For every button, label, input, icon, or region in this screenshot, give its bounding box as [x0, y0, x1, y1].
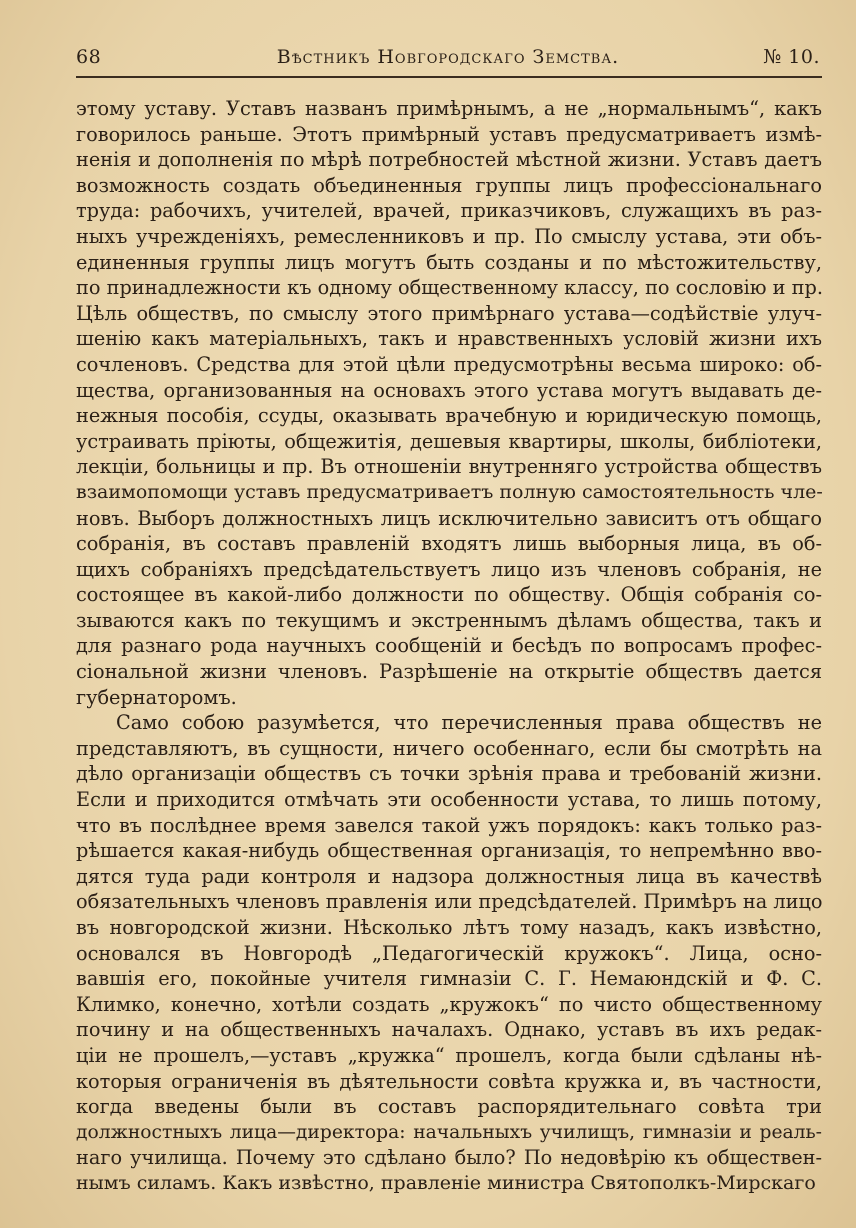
text-line: нежныя пособія, ссуды, оказывать врачебную и юридическую помощь,	[76, 404, 822, 428]
text-line: щихъ собраніяхъ предсѣдательствуетъ лицо изъ членовъ собранія, не	[76, 557, 822, 581]
header-rule	[76, 76, 822, 78]
text-line: говорилось раньше. Этотъ примѣрный уставъ предусматриваетъ измѣ-	[76, 122, 822, 146]
text-line: въ новгородской жизни. Нѣсколько лѣтъ тому назадъ, какъ извѣстно,	[76, 916, 822, 939]
text-line: дятся туда ради контроля и надзора должностныя лица въ качествѣ	[76, 864, 822, 888]
text-line: ныхъ учрежденіяхъ, ремесленниковъ и пр. По смыслу устава, эти объ-	[76, 224, 822, 248]
text-line: зываются какъ по текущимъ и экстреннымъ дѣламъ общества, такъ и	[76, 608, 822, 632]
text-line: основался въ Новгородѣ „Педагогическій кружокъ“. Лица, осно-	[76, 941, 822, 965]
text-line: устраивать пріюты, общежитія, дешевыя квартиры, школы, библіотеки,	[76, 429, 822, 453]
text-line: представляютъ, въ сущности, ничего особеннаго, если бы смотрѣть на	[76, 736, 822, 760]
text-line: состоящее въ какой-либо должности по обществу. Общія собранія со-	[76, 583, 822, 607]
text-line: должностныхъ лица—директора: начальныхъ училищъ, гимназіи и реаль-	[76, 1121, 822, 1143]
text-line: губернаторомъ.	[76, 685, 237, 709]
text-line: сіональной жизни членовъ. Разрѣшеніе на открытіе обществъ дается	[76, 660, 822, 684]
text-line: взаимопомощи уставъ предусматриваетъ полную самостоятельность чле-	[76, 480, 823, 503]
body-text	[76, 96, 822, 1197]
text-line: которыя ограниченія въ дѣятельности совѣта кружка и, въ частности,	[76, 1069, 822, 1093]
text-line: почину и на общественныхъ началахъ. Однако, уставъ въ ихъ редак-	[76, 1018, 822, 1042]
text-line: Цѣль обществъ, по смыслу этого примѣрнаго устава—содѣйствіе улуч-	[76, 301, 822, 325]
text-line: этому уставу. Уставъ названъ примѣрнымъ, а не „нормальнымъ“, какъ	[76, 97, 822, 120]
text-line: лекціи, больницы и пр. Въ отношеніи внутренняго устройства обществъ	[76, 455, 822, 479]
text-line: нымъ силамъ. Какъ извѣстно, правленіе министра Святополкъ-Мирскаго	[76, 1171, 816, 1194]
text-line: по принадлежности къ одному общественному классу, по сословію и пр.	[76, 276, 823, 300]
text-line: ціи не прошелъ,—уставъ „кружка“ прошелъ, когда были сдѣланы нѣ-	[76, 1043, 822, 1067]
page-number: 68	[76, 46, 102, 68]
text-line: вавшія его, покойные учителя гимназіи С. Г. Немаюндскій и Ф. С.	[76, 967, 822, 991]
text-line: труда: рабочихъ, учителей, врачей, приказчиковъ, служащихъ въ раз-	[76, 199, 822, 223]
text-line: для разнаго рода научныхъ сообщеній и бесѣдъ по вопросамъ профес-	[76, 634, 822, 658]
text-line: ненія и дополненія по мѣрѣ потребностей мѣстной жизни. Уставъ даетъ	[76, 148, 822, 172]
text-line: новъ. Выборъ должностныхъ лицъ исключительно зависитъ отъ общаго	[76, 506, 822, 530]
text-line: сочленовъ. Средства для этой цѣли предусмотрѣны весьма широко: об-	[76, 352, 822, 376]
text-line: дѣло организаціи обществъ съ точки зрѣнія права и требованій жизни.	[76, 762, 822, 786]
journal-title: Вѣстникъ Новгородскаго Земства.	[276, 46, 620, 68]
text-line: что въ послѣднее время завелся такой ужъ порядокъ: какъ только раз-	[76, 813, 822, 837]
text-line: собранія, въ составъ правленій входятъ лишь выборныя лица, въ об-	[76, 532, 822, 556]
paragraph	[76, 96, 822, 710]
text-line: возможность создать объединенныя группы лицъ профессіональнаго	[76, 173, 822, 197]
text-line: Само собою разумѣется, что перечисленныя права обществъ не	[116, 711, 822, 735]
paragraph	[76, 710, 822, 1196]
text-line: обязательныхъ членовъ правленія или предсѣдателей. Примѣръ на лицо	[76, 890, 823, 914]
text-line: щества, организованныя на основахъ этого устава могутъ выдавать де-	[76, 378, 822, 402]
text-line: наго училища. Почему это сдѣлано было? По недовѣрію къ обществен-	[76, 1146, 822, 1170]
running-header	[76, 46, 820, 74]
text-line: единенныя группы лицъ могутъ быть созданы и по мѣстожительству,	[76, 250, 822, 274]
text-line: Если и приходится отмѣчать эти особенности устава, то лишь потому,	[76, 788, 822, 812]
text-line: рѣшается какая-нибудь общественная организація, то непремѣнно вво-	[76, 839, 822, 863]
text-line: шенію какъ матеріальныхъ, такъ и нравственныхъ условій жизни ихъ	[76, 327, 822, 351]
text-line: когда введены были въ составъ распорядительнаго совѣта три	[76, 1095, 822, 1119]
text-line: Климко, конечно, хотѣли создать „кружокъ“ по чисто общественному	[76, 992, 822, 1016]
issue-number: № 10.	[763, 46, 820, 68]
